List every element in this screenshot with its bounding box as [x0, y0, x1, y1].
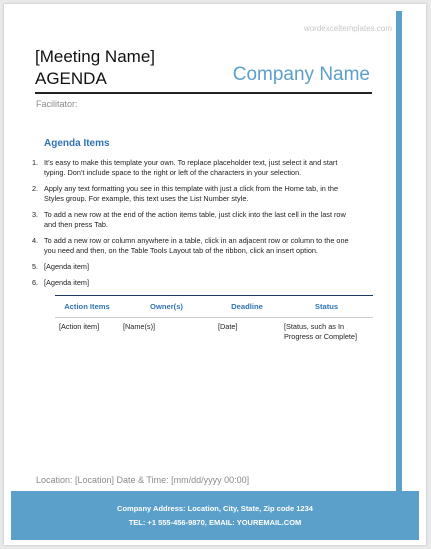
column-header-deadline: Deadline: [214, 302, 280, 318]
footer-band: [11, 491, 419, 540]
agenda-item-number: 5.: [32, 262, 39, 271]
header-divider: [35, 92, 372, 94]
agenda-item-text: To add a new row or column anywhere in a table, click in an adjacent row or column to the one you need and then, on the Table Tools Layout tab of the ribbon, click an insert option.: [44, 236, 349, 255]
agenda-item-number: 6.: [32, 278, 39, 287]
agenda-item-text: [Agenda item]: [44, 278, 90, 287]
footer-contact[interactable]: TEL: +1 555-456-9870, EMAIL: YOUREMAIL.COM: [128, 518, 302, 527]
document-page: [4, 4, 426, 545]
agenda-list: [32, 158, 352, 294]
agenda-title: AGENDA: [35, 69, 107, 88]
cell-status[interactable]: [Status, such as In Progress or Complete]: [284, 322, 357, 341]
cell-action-item[interactable]: [Action item]: [59, 322, 100, 331]
footer-address[interactable]: Company Address: Location, City, State, Zip code 1234: [117, 504, 313, 513]
agenda-item-number: 3.: [32, 210, 39, 219]
agenda-item-number: 1.: [32, 158, 39, 167]
agenda-item-number: 2.: [32, 184, 39, 193]
action-items-table: [55, 302, 373, 342]
agenda-item-text: Apply any text formatting you see in this template with just a click from the Home tab, in the Styles group. For example, this text uses the List Number style.: [44, 184, 339, 203]
column-header-status: Status: [280, 302, 373, 318]
table-row: [55, 318, 373, 343]
agenda-item[interactable]: [32, 278, 352, 288]
location-datetime-line[interactable]: Location: [Location] Date & Time: [mm/dd/yyyy 00:00]: [36, 475, 250, 485]
cell-deadline[interactable]: [Date]: [218, 322, 238, 331]
agenda-item[interactable]: [32, 210, 352, 230]
agenda-item[interactable]: [32, 262, 352, 272]
watermark: wordexceltemplates.com: [303, 24, 392, 33]
agenda-item[interactable]: [32, 236, 352, 256]
meeting-name[interactable]: [Meeting Name]: [35, 47, 155, 66]
facilitator-label[interactable]: Facilitator:: [36, 99, 78, 109]
agenda-item[interactable]: [32, 184, 352, 204]
table-top-rule: [55, 295, 373, 296]
agenda-item-number: 4.: [32, 236, 39, 245]
agenda-item-text: To add a new row at the end of the action items table, just click into the last cell in the last row and then press Tab.: [44, 210, 346, 229]
company-name[interactable]: Company Name: [232, 64, 370, 85]
agenda-item[interactable]: [32, 158, 352, 178]
agenda-items-heading: Agenda Items: [44, 138, 110, 149]
column-header-owners: Owner(s): [119, 302, 214, 318]
cell-owners[interactable]: [Name(s)]: [123, 322, 156, 331]
agenda-item-text: [Agenda item]: [44, 262, 90, 271]
agenda-item-text: It’s easy to make this template your own. To replace placeholder text, just select it and start typing. Don’t include space to the right or left of the characters in your selection.: [44, 158, 338, 177]
column-header-action-items: Action Items: [55, 302, 119, 318]
table-header-row: [55, 302, 373, 318]
accent-side-bar: [396, 11, 402, 497]
